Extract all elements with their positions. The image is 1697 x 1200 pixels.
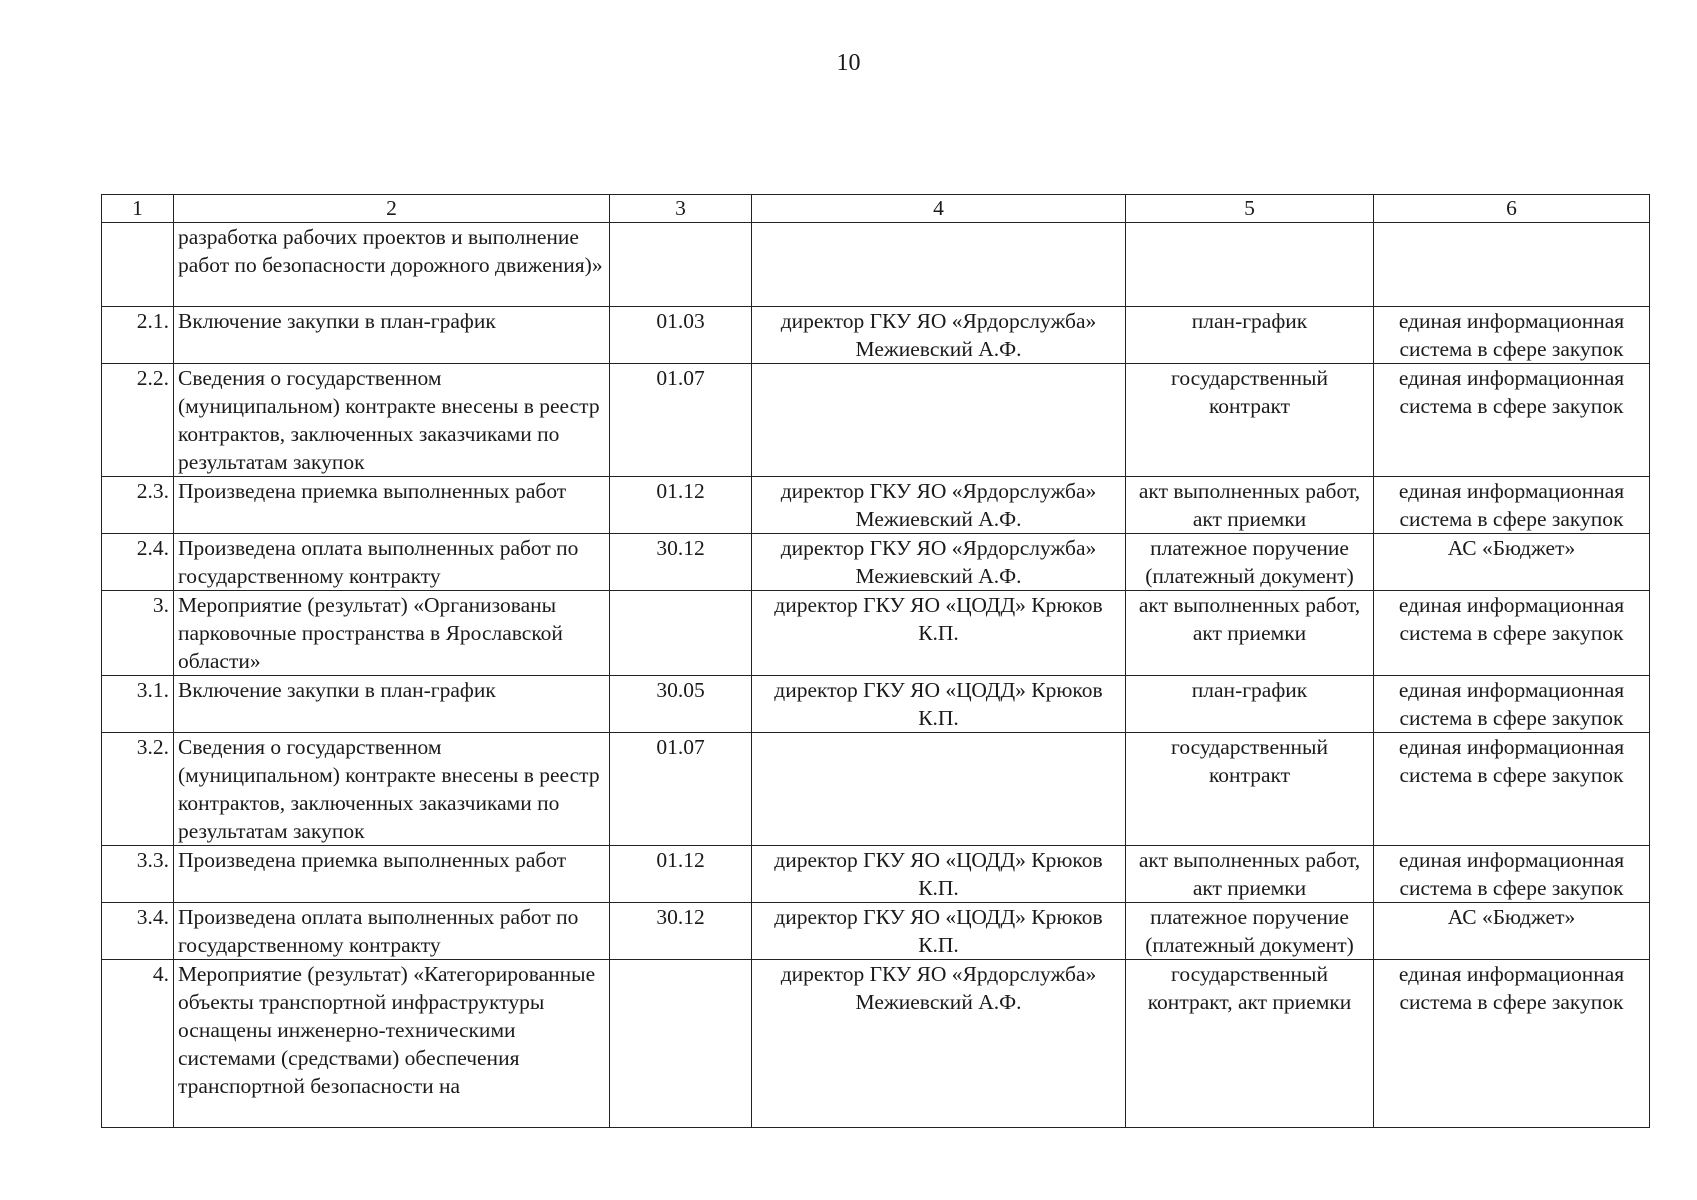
due-date: 30.12	[610, 534, 752, 591]
task-name: разработка рабочих проектов и выполнение работ по безопасности дорожного движения)»	[174, 223, 610, 307]
table-row	[102, 733, 1650, 846]
header-col-1: 1	[102, 195, 174, 223]
plan-table	[101, 194, 1650, 1128]
header-col-3: 3	[610, 195, 752, 223]
information-system: АС «Бюджет»	[1374, 903, 1650, 960]
due-date: 01.12	[610, 846, 752, 903]
responsible-person: директор ГКУ ЯО «Ярдорслужба» Межиевский А.Ф.	[752, 477, 1126, 534]
due-date: 01.07	[610, 733, 752, 846]
information-system	[1374, 223, 1650, 307]
table-row	[102, 846, 1650, 903]
task-name: Произведена приемка выполненных работ	[174, 846, 610, 903]
row-number: 3.3.	[102, 846, 174, 903]
task-name: Произведена оплата выполненных работ по государственному контракту	[174, 903, 610, 960]
due-date: 01.03	[610, 307, 752, 364]
row-number: 3.	[102, 591, 174, 676]
information-system: АС «Бюджет»	[1374, 534, 1650, 591]
due-date: 01.07	[610, 364, 752, 477]
table-row	[102, 676, 1650, 733]
responsible-person: директор ГКУ ЯО «ЦОДД» Крюков К.П.	[752, 846, 1126, 903]
responsible-person: директор ГКУ ЯО «ЦОДД» Крюков К.П.	[752, 591, 1126, 676]
information-system: единая информационная система в сфере закупок	[1374, 960, 1650, 1128]
due-date: 30.05	[610, 676, 752, 733]
confirming-document: государственный контракт	[1126, 364, 1374, 477]
row-number: 3.4.	[102, 903, 174, 960]
header-col-4: 4	[752, 195, 1126, 223]
responsible-person: директор ГКУ ЯО «ЦОДД» Крюков К.П.	[752, 676, 1126, 733]
header-row	[102, 195, 1650, 223]
due-date: 01.12	[610, 477, 752, 534]
task-name: Включение закупки в план-график	[174, 676, 610, 733]
row-number	[102, 223, 174, 307]
table-row	[102, 960, 1650, 1128]
confirming-document	[1126, 223, 1374, 307]
task-name: Произведена приемка выполненных работ	[174, 477, 610, 534]
row-number: 2.2.	[102, 364, 174, 477]
confirming-document: акт выполненных работ, акт приемки	[1126, 477, 1374, 534]
table-row	[102, 534, 1650, 591]
information-system: единая информационная система в сфере закупок	[1374, 307, 1650, 364]
header-col-6: 6	[1374, 195, 1650, 223]
confirming-document: акт выполненных работ, акт приемки	[1126, 846, 1374, 903]
due-date	[610, 591, 752, 676]
table-row	[102, 307, 1650, 364]
due-date: 30.12	[610, 903, 752, 960]
task-name: Мероприятие (результат) «Категорированные объекты транспортной инфраструктуры оснащены инженерно-техническими системами (средствами) обеспечения транспортной безопасности на	[174, 960, 610, 1128]
table-row	[102, 903, 1650, 960]
responsible-person: директор ГКУ ЯО «ЦОДД» Крюков К.П.	[752, 903, 1126, 960]
responsible-person	[752, 733, 1126, 846]
header-col-2: 2	[174, 195, 610, 223]
responsible-person	[752, 364, 1126, 477]
responsible-person: директор ГКУ ЯО «Ярдорслужба» Межиевский А.Ф.	[752, 534, 1126, 591]
responsible-person: директор ГКУ ЯО «Ярдорслужба» Межиевский А.Ф.	[752, 307, 1126, 364]
table-row	[102, 364, 1650, 477]
table-row	[102, 477, 1650, 534]
row-number: 2.4.	[102, 534, 174, 591]
information-system: единая информационная система в сфере закупок	[1374, 591, 1650, 676]
information-system: единая информационная система в сфере закупок	[1374, 364, 1650, 477]
confirming-document: план-график	[1126, 676, 1374, 733]
due-date	[610, 960, 752, 1128]
information-system: единая информационная система в сфере закупок	[1374, 733, 1650, 846]
header-col-5: 5	[1126, 195, 1374, 223]
row-number: 2.3.	[102, 477, 174, 534]
task-name: Сведения о государственном (муниципальном) контракте внесены в реестр контрактов, заключенных заказчиками по результатам закупок	[174, 733, 610, 846]
task-name: Мероприятие (результат) «Организованы парковочные пространства в Ярославской области»	[174, 591, 610, 676]
table-row	[102, 223, 1650, 307]
confirming-document: план-график	[1126, 307, 1374, 364]
task-name: Сведения о государственном (муниципальном) контракте внесены в реестр контрактов, заключенных заказчиками по результатам закупок	[174, 364, 610, 477]
confirming-document: платежное поручение (платежный документ)	[1126, 534, 1374, 591]
confirming-document: акт выполненных работ, акт приемки	[1126, 591, 1374, 676]
row-number: 4.	[102, 960, 174, 1128]
row-number: 3.2.	[102, 733, 174, 846]
responsible-person: директор ГКУ ЯО «Ярдорслужба» Межиевский А.Ф.	[752, 960, 1126, 1128]
task-name: Произведена оплата выполненных работ по государственному контракту	[174, 534, 610, 591]
information-system: единая информационная система в сфере закупок	[1374, 846, 1650, 903]
task-name: Включение закупки в план-график	[174, 307, 610, 364]
information-system: единая информационная система в сфере закупок	[1374, 477, 1650, 534]
due-date	[610, 223, 752, 307]
confirming-document: платежное поручение (платежный документ)	[1126, 903, 1374, 960]
row-number: 2.1.	[102, 307, 174, 364]
responsible-person	[752, 223, 1126, 307]
row-number: 3.1.	[102, 676, 174, 733]
table-row	[102, 591, 1650, 676]
page-number: 10	[836, 50, 861, 76]
confirming-document: государственный контракт, акт приемки	[1126, 960, 1374, 1128]
confirming-document: государственный контракт	[1126, 733, 1374, 846]
information-system: единая информационная система в сфере закупок	[1374, 676, 1650, 733]
